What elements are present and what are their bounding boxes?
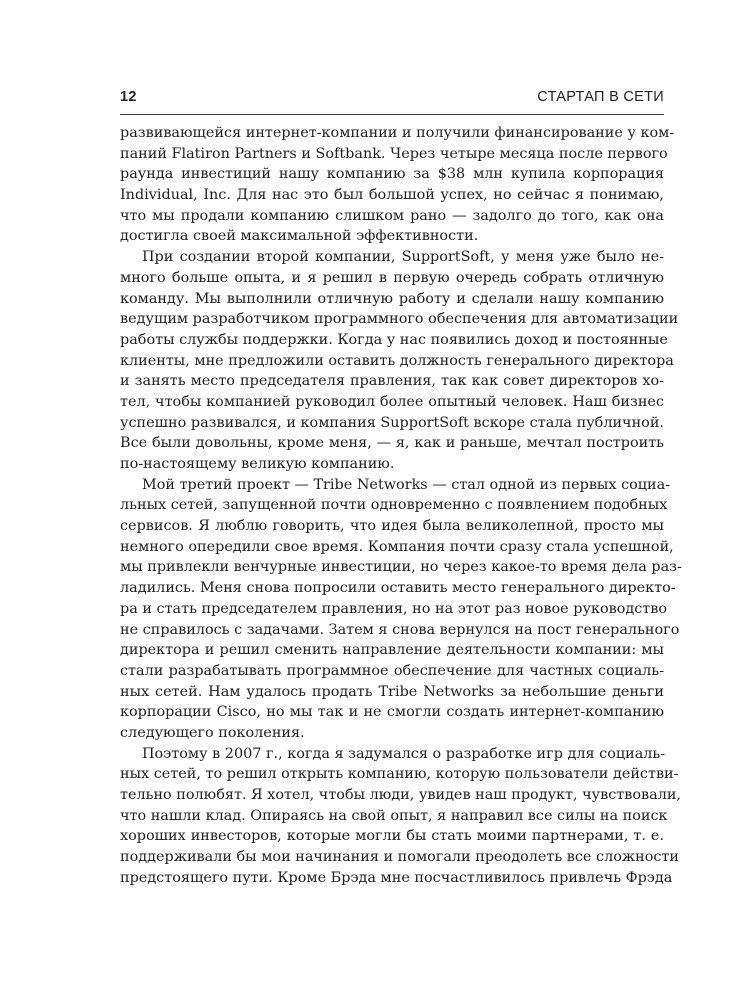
running-title: СТАРТАП В СЕТИ bbox=[537, 89, 664, 105]
paragraph bbox=[120, 744, 682, 889]
text-line: раунда инвестиций нашу компанию за $38 млн купила корпорация bbox=[120, 166, 664, 183]
text-line: что нашли клад. Опираясь на свой опыт, я направил все силы на поиск bbox=[120, 807, 668, 824]
running-head bbox=[120, 86, 664, 108]
text-line: что мы продали компанию слишком рано — задолго до того, как она bbox=[120, 207, 664, 224]
text-line: поддерживали бы мои начинания и помогали преодолеть все сложности bbox=[120, 849, 679, 866]
text-line: ных сетей. Нам удалось продать Tribe Networks за небольшие деньги bbox=[120, 683, 664, 700]
text-line: льных сетей, запущенной почти одновременно с появлением подобных bbox=[120, 497, 668, 514]
paragraph bbox=[120, 123, 675, 247]
text-line: При создании второй компании, SupportSoft, у меня уже было не- bbox=[142, 249, 664, 266]
text-line: Все были довольны, кроме меня, — я, как и раньше, мечтал построить bbox=[120, 435, 664, 452]
text-line: не справилось с задачами. Затем я снова вернулся на пост генерального bbox=[120, 621, 680, 638]
text-line: паний Flatiron Partners и Softbank. Через четыре месяца после первого bbox=[120, 145, 668, 162]
text-line: корпорации Cisco, но мы так и не смогли создать интернет-компанию bbox=[120, 704, 664, 721]
text-line: достигла своей максимальной эффективности. bbox=[120, 228, 479, 245]
text-line: немного опередили свое время. Компания почти сразу стала успешной, bbox=[120, 538, 674, 555]
paragraph bbox=[120, 247, 679, 475]
text-line: Поэтому в 2007 г., когда я задумался о разработке игр для социаль- bbox=[142, 745, 666, 762]
page-number: 12 bbox=[120, 89, 137, 105]
text-line: мы привлекли венчурные инвестиции, но через какое-то время дела раз- bbox=[120, 559, 682, 576]
text-line: клиенты, мне предложили оставить должность генерального директора bbox=[120, 352, 674, 369]
text-line: Individual, Inc. Для нас это был большой успех, но сейчас я понимаю, bbox=[120, 187, 664, 204]
text-line: ра и стать председателем правления, но на этот раз новое руководство bbox=[120, 600, 668, 617]
text-line: стали разрабатывать программное обеспечение для частных социаль- bbox=[120, 662, 664, 679]
text-line: тел, чтобы компанией руководил более опытный человек. Наш бизнес bbox=[120, 393, 664, 410]
paragraph bbox=[120, 475, 682, 744]
text-line: хороших инвесторов, которые могли бы стать моими партнерами, т. е. bbox=[120, 828, 664, 845]
text-line: ладились. Меня снова попросили оставить место генерального директо- bbox=[120, 580, 676, 597]
text-line: работы службы поддержки. Когда у нас появились доход и постоянные bbox=[120, 331, 668, 348]
header-rule bbox=[120, 114, 664, 115]
text-line: и занять место председателя правления, так как совет директоров хо- bbox=[120, 373, 664, 390]
text-line: предстоящего пути. Кроме Брэда мне посчастливилось привлечь Фрэда bbox=[120, 869, 673, 886]
text-line: директора и решил сменить направление деятельности компании: мы bbox=[120, 642, 664, 659]
text-line: сервисов. Я люблю говорить, что идея была великолепной, просто мы bbox=[120, 518, 664, 535]
text-line: ных сетей, то решил открыть компанию, которую пользователи действи- bbox=[120, 766, 679, 783]
text-line: успешно развивался, и компания SupportSoft вскоре стала публичной. bbox=[120, 414, 664, 431]
text-line: развивающейся интернет-компании и получили финансирование у ком- bbox=[120, 125, 675, 141]
text-line: по-настоящему великую компанию. bbox=[120, 456, 395, 472]
text-line: следующего поколения. bbox=[120, 724, 305, 741]
text-line: ведущим разработчиком программного обеспечения для автоматизации bbox=[120, 311, 679, 328]
text-line: команду. Мы выполнили отличную работу и сделали нашу компанию bbox=[120, 290, 664, 307]
text-line: тельно полюбят. Я хотел, чтобы люди, увидев наш продукт, чувствовали, bbox=[120, 787, 682, 803]
body-text bbox=[120, 123, 682, 888]
text-line: много больше опыта, и я решил в первую очередь собрать отличную bbox=[120, 269, 664, 286]
text-line: Мой третий проект — Tribe Networks — стал одной из первых социа- bbox=[142, 476, 671, 493]
